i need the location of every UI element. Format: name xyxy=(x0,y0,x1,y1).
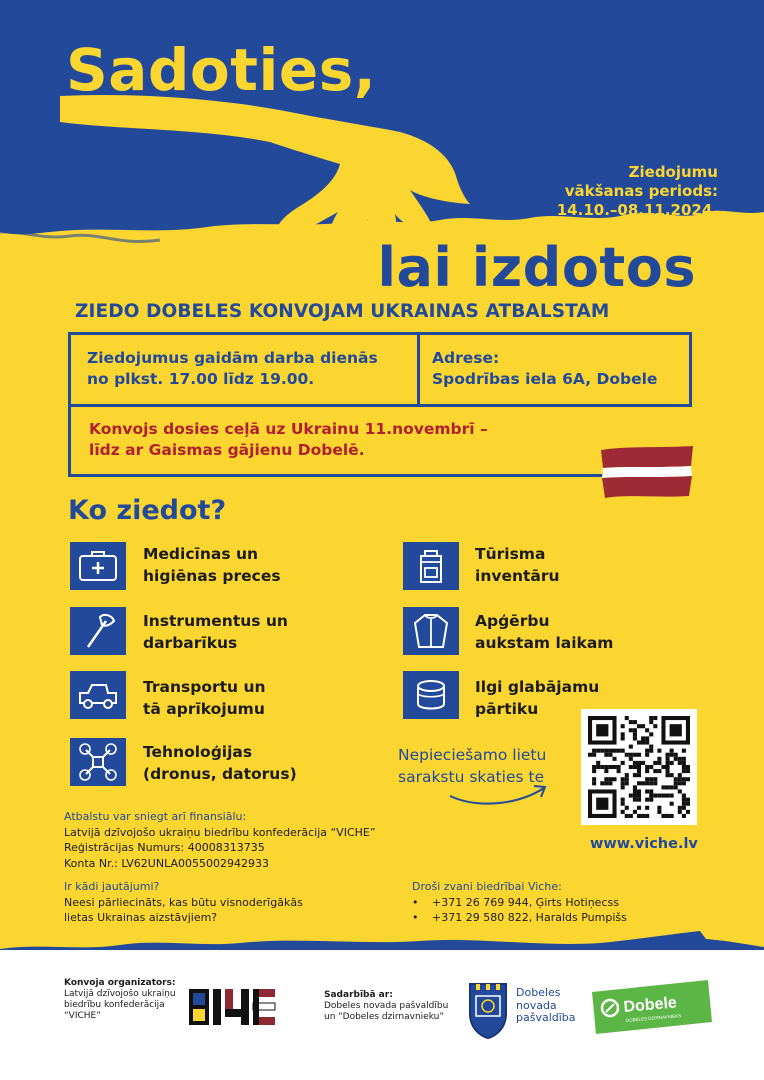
item-tourism-line2: inventāru xyxy=(475,567,560,585)
finance-heading: Atbalstu var sniegt arī finansiālu: xyxy=(64,810,247,823)
need-line1: Nepieciešamo lietu xyxy=(398,746,547,764)
opening-hours xyxy=(87,348,378,390)
collection-period xyxy=(478,163,718,220)
contact-2 xyxy=(412,910,627,926)
dobeles-dzirnavnieks-logo xyxy=(588,978,714,1036)
axe-icon xyxy=(70,607,126,655)
item-clothing-line1: Apģērbu xyxy=(475,612,550,630)
footer xyxy=(0,950,764,1080)
info-divider xyxy=(417,335,420,407)
item-transport xyxy=(143,676,266,720)
questions-line2: lietas Ukrainas aizstāvjiem? xyxy=(64,911,218,924)
contact-2-text[interactable]: +371 29 580 822, Haralds Pumpišs xyxy=(432,911,627,924)
organizer-heading: Konvoja organizators: xyxy=(64,978,176,988)
subtitle: ZIEDO DOBELES KONVOJAM UKRAINAS ATBALSTAM xyxy=(75,301,610,322)
first-aid-kit-icon xyxy=(70,542,126,590)
hours-line1: Ziedojumus gaidām darba dienās xyxy=(87,349,378,367)
address-value: Spodrības iela 6A, Dobele xyxy=(432,370,658,388)
partner-line1: Dobeles novada pašvaldību xyxy=(324,1001,449,1011)
item-technology-line2: (dronus, datorus) xyxy=(143,765,297,783)
partner-heading: Sadarbībā ar: xyxy=(324,990,393,1000)
canned-food-icon xyxy=(403,671,459,719)
item-transport-line2: tā aprīkojumu xyxy=(143,700,265,718)
questions-heading: Ir kādi jautājumi? xyxy=(64,880,160,893)
convoy-line2: līdz ar Gaismas gājienu Dobelē. xyxy=(89,441,365,459)
dobele-logo-text: Dobele xyxy=(622,994,678,1016)
latvian-flag xyxy=(597,444,697,502)
qr-code[interactable] xyxy=(581,709,697,825)
partner-names xyxy=(324,1001,448,1023)
item-clothing xyxy=(475,610,613,654)
period-dates: 14.10.–08.11.2024. xyxy=(556,201,718,219)
questions-line1: Neesi pārliecināts, kas būtu visnoderīgākās xyxy=(64,895,303,909)
item-tourism-line1: Tūrisma xyxy=(475,545,546,563)
period-line1: Ziedojumu xyxy=(628,163,718,181)
period-line2: vākšanas periods: xyxy=(564,182,718,200)
viche-logo xyxy=(189,987,295,1027)
arrow-right-icon xyxy=(446,778,550,808)
finance-org: Latvijā dzīvojošo ukraiņu biedrību konfederācija “VICHE” xyxy=(64,825,376,839)
hours-line2: no plkst. 17.00 līdz 19.00. xyxy=(87,370,315,388)
headline-line1: Sadoties, xyxy=(66,36,377,104)
contact-1-text[interactable]: +371 26 769 944, Ģirts Hotiņecss xyxy=(432,895,619,909)
item-tourism xyxy=(475,543,560,587)
item-food-line2: pārtiku xyxy=(475,700,539,718)
jacket-icon xyxy=(403,607,459,655)
what-to-donate-heading: Ko ziedot? xyxy=(68,495,227,526)
convoy-notice xyxy=(89,419,488,461)
address xyxy=(432,348,657,390)
convoy-line1: Konvojs dosies ceļā uz Ukrainu 11.novembrī – xyxy=(89,420,488,438)
municipality-line3: pašvaldība xyxy=(516,1011,576,1024)
item-tools-line2: darbarīkus xyxy=(143,634,238,652)
need-line2: sarakstu skaties te xyxy=(398,768,545,786)
municipality-line2: novada xyxy=(516,998,557,1012)
finance-reg: Reģistrācijas Numurs: 40008313735 xyxy=(64,841,265,854)
jeep-icon xyxy=(70,671,126,719)
call-contacts xyxy=(412,879,627,926)
finance-account: Konta Nr.: LV62UNLA0055002942933 xyxy=(64,856,269,870)
questions xyxy=(64,879,303,926)
organizer-name xyxy=(64,989,176,1022)
backpack-icon xyxy=(403,542,459,590)
item-technology xyxy=(143,741,297,785)
item-transport-line1: Transportu un xyxy=(143,678,266,696)
qr-code-image xyxy=(588,716,690,818)
organizer-line1: Latvijā dzīvojošo ukraiņu xyxy=(64,989,176,999)
contact-1 xyxy=(412,895,627,911)
item-tools-line1: Instrumentus un xyxy=(143,612,288,630)
municipality-line1: Dobeles xyxy=(516,986,561,999)
item-medical-line2: higiēnas preces xyxy=(143,567,281,585)
municipality-name xyxy=(516,987,576,1025)
item-medical-line1: Medicīnas un xyxy=(143,545,259,563)
address-label: Adrese: xyxy=(432,349,500,367)
bullet: • xyxy=(412,895,419,909)
item-technology-line1: Tehnoloģijas xyxy=(143,743,253,761)
organizer-line2: biedrību konfederācija xyxy=(64,1000,165,1010)
partner-line2: un “Dobeles dzirnavnieku” xyxy=(324,1012,444,1022)
drone-icon xyxy=(70,738,126,786)
bullet: • xyxy=(412,911,419,924)
dobele-logo-sub: DOBELES DZIRNAVNIEKS xyxy=(625,1013,682,1023)
calls-heading: Droši zvani biedrībai Viche: xyxy=(412,880,562,893)
item-clothing-line2: aukstam laikam xyxy=(475,634,614,652)
financial-support xyxy=(64,809,376,871)
website-link[interactable]: www.viche.lv xyxy=(590,836,698,852)
item-tools xyxy=(143,610,288,654)
headline-line2: lai izdotos xyxy=(377,236,696,299)
organizer-line3: “VICHE” xyxy=(64,1011,101,1021)
item-food-line1: Ilgi glabājamu xyxy=(475,678,600,696)
municipality-coat-of-arms-icon xyxy=(466,978,510,1040)
item-medical xyxy=(143,543,281,587)
